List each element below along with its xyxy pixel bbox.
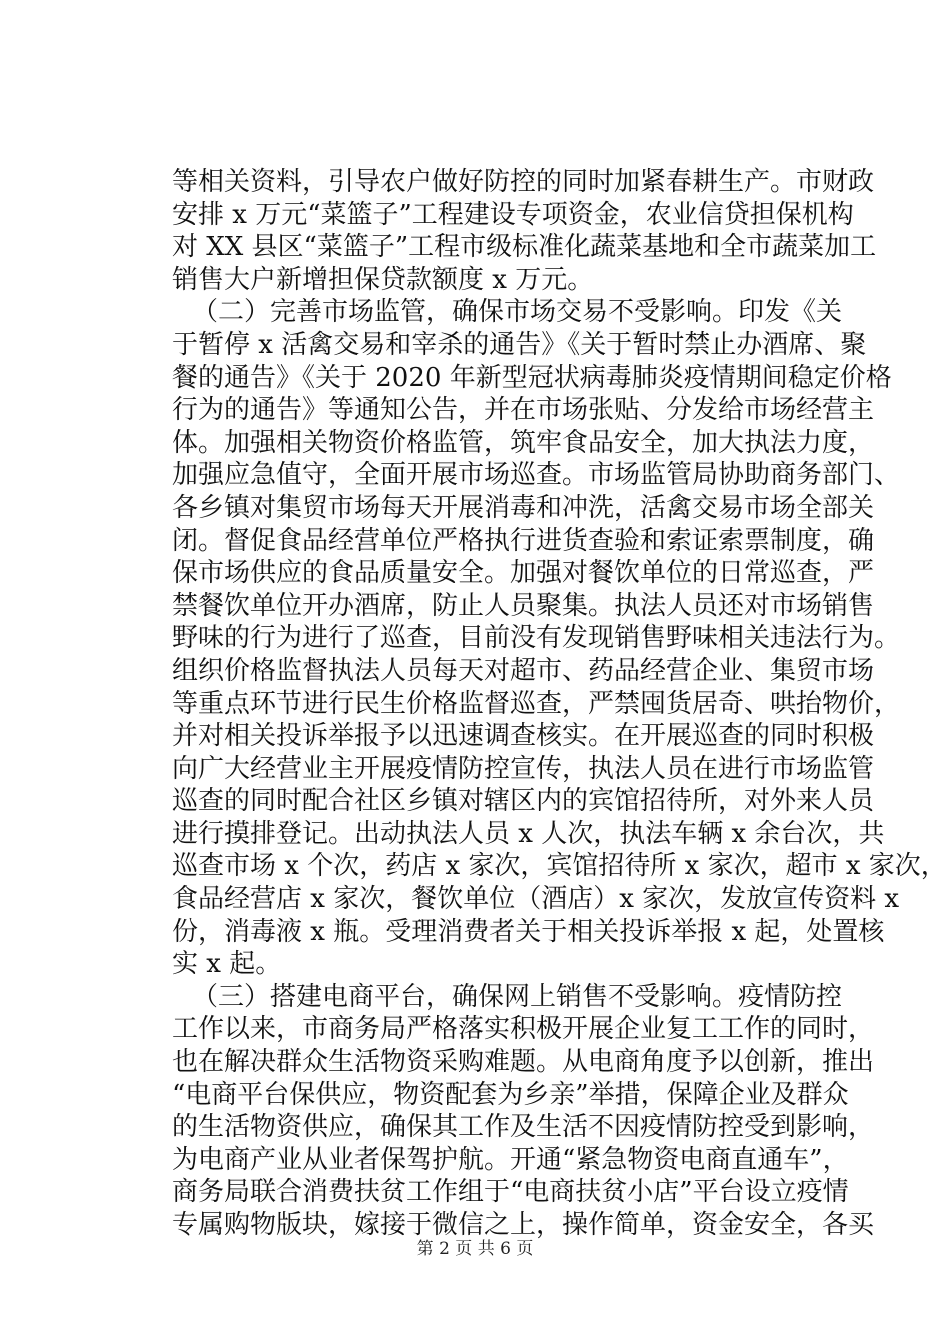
text-line: 野味的行为进行了巡查，目前没有发现销售野味相关违法行为。 xyxy=(172,623,901,654)
text-line: 安排 x 万元“菜篮子”工程建设专项资金，农业信贷担保机构 xyxy=(172,199,854,230)
text-line: 禁餐饮单位开办酒席，防止人员聚集。执法人员还对市场销售 xyxy=(172,590,875,621)
text-line: 巡查市场 x 个次，药店 x 家次，宾馆招待所 x 家次，超市 x 家次， xyxy=(172,851,947,882)
text-line: 也在解决群众生活物资采购难题。从电商角度予以创新，推出 xyxy=(172,1047,875,1078)
text-line: 体。加强相关物资价格监管，筑牢食品安全，加大执法力度， xyxy=(172,427,875,458)
text-line: 向广大经营业主开展疫情防控宣传，执法人员在进行市场监管 xyxy=(172,753,875,784)
page-number-footer: 第 2 页 共 6 页 xyxy=(416,1239,534,1259)
text-line: 份，消毒液 x 瓶。受理消费者关于相关投诉举报 x 起，处置核 xyxy=(172,916,885,947)
text-line: 于暂停 x 活禽交易和宰杀的通告》《关于暂时禁止办酒席、聚 xyxy=(172,329,867,360)
text-line: 专属购物版块，嫁接于微信之上，操作简单，资金安全，各买 xyxy=(172,1210,875,1240)
text-line: 闭。督促食品经营单位严格执行进货查验和索证索票制度，确 xyxy=(172,525,875,556)
section-heading-line: （三）搭建电商平台，确保网上销售不受影响。疫情防控 xyxy=(192,981,843,1012)
text-line: 对 XX 县区“菜篮子”工程市级标准化蔬菜基地和全市蔬菜加工 xyxy=(172,232,877,263)
body-text xyxy=(172,166,947,1242)
text-line: 等重点环节进行民生价格监督巡查，严禁囤货居奇、哄抬物价， xyxy=(172,688,901,719)
section-heading-line: （二）完善市场监管，确保市场交易不受影响。印发《关 xyxy=(192,297,843,328)
text-line: 巡查的同时配合社区乡镇对辖区内的宾馆招待所，对外来人员 xyxy=(172,786,875,817)
text-line: 为电商产业从业者保驾护航。开通“紧急物资电商直通车”， xyxy=(172,1144,849,1175)
text-line: 的生活物资供应，确保其工作及生活不因疫情防控受到影响， xyxy=(172,1112,875,1143)
text-line: 工作以来，市商务局严格落实积极开展企业复工工作的同时， xyxy=(172,1014,875,1045)
text-line: “电商平台保供应，物资配套为乡亲”举措，保障企业及群众 xyxy=(172,1079,849,1110)
text-line: 销售大户新增担保贷款额度 x 万元。 xyxy=(172,264,594,295)
text-line: 并对相关投诉举报予以迅速调查核实。在开展巡查的同时积极 xyxy=(172,721,875,752)
text-line: 行为的通告》等通知公告，并在市场张贴、分发给市场经营主 xyxy=(172,395,875,426)
text-line: 餐的通告》《关于 2020 年新型冠状病毒肺炎疫情期间稳定价格 xyxy=(172,362,892,393)
text-line: 商务局联合消费扶贫工作组于“电商扶贫小店”平台设立疫情 xyxy=(172,1177,849,1208)
text-line: 保市场供应的食品质量安全。加强对餐饮单位的日常巡查，严 xyxy=(172,558,875,589)
text-line: 组织价格监督执法人员每天对超市、药品经营企业、集贸市场 xyxy=(172,655,875,686)
text-line: 各乡镇对集贸市场每天开展消毒和冲洗，活禽交易市场全部关 xyxy=(172,492,875,523)
text-line: 食品经营店 x 家次，餐饮单位（酒店）x 家次，发放宣传资料 x xyxy=(172,884,900,915)
text-line: 等相关资料，引导农户做好防控的同时加紧春耕生产。市财政 xyxy=(172,167,875,197)
text-line: 加强应急值守，全面开展市场巡查。市场监管局协助商务部门、 xyxy=(172,460,901,491)
text-line: 实 x 起。 xyxy=(172,949,282,980)
text-line: 进行摸排登记。出动执法人员 x 人次，执法车辆 x 余台次，共 xyxy=(172,818,885,849)
